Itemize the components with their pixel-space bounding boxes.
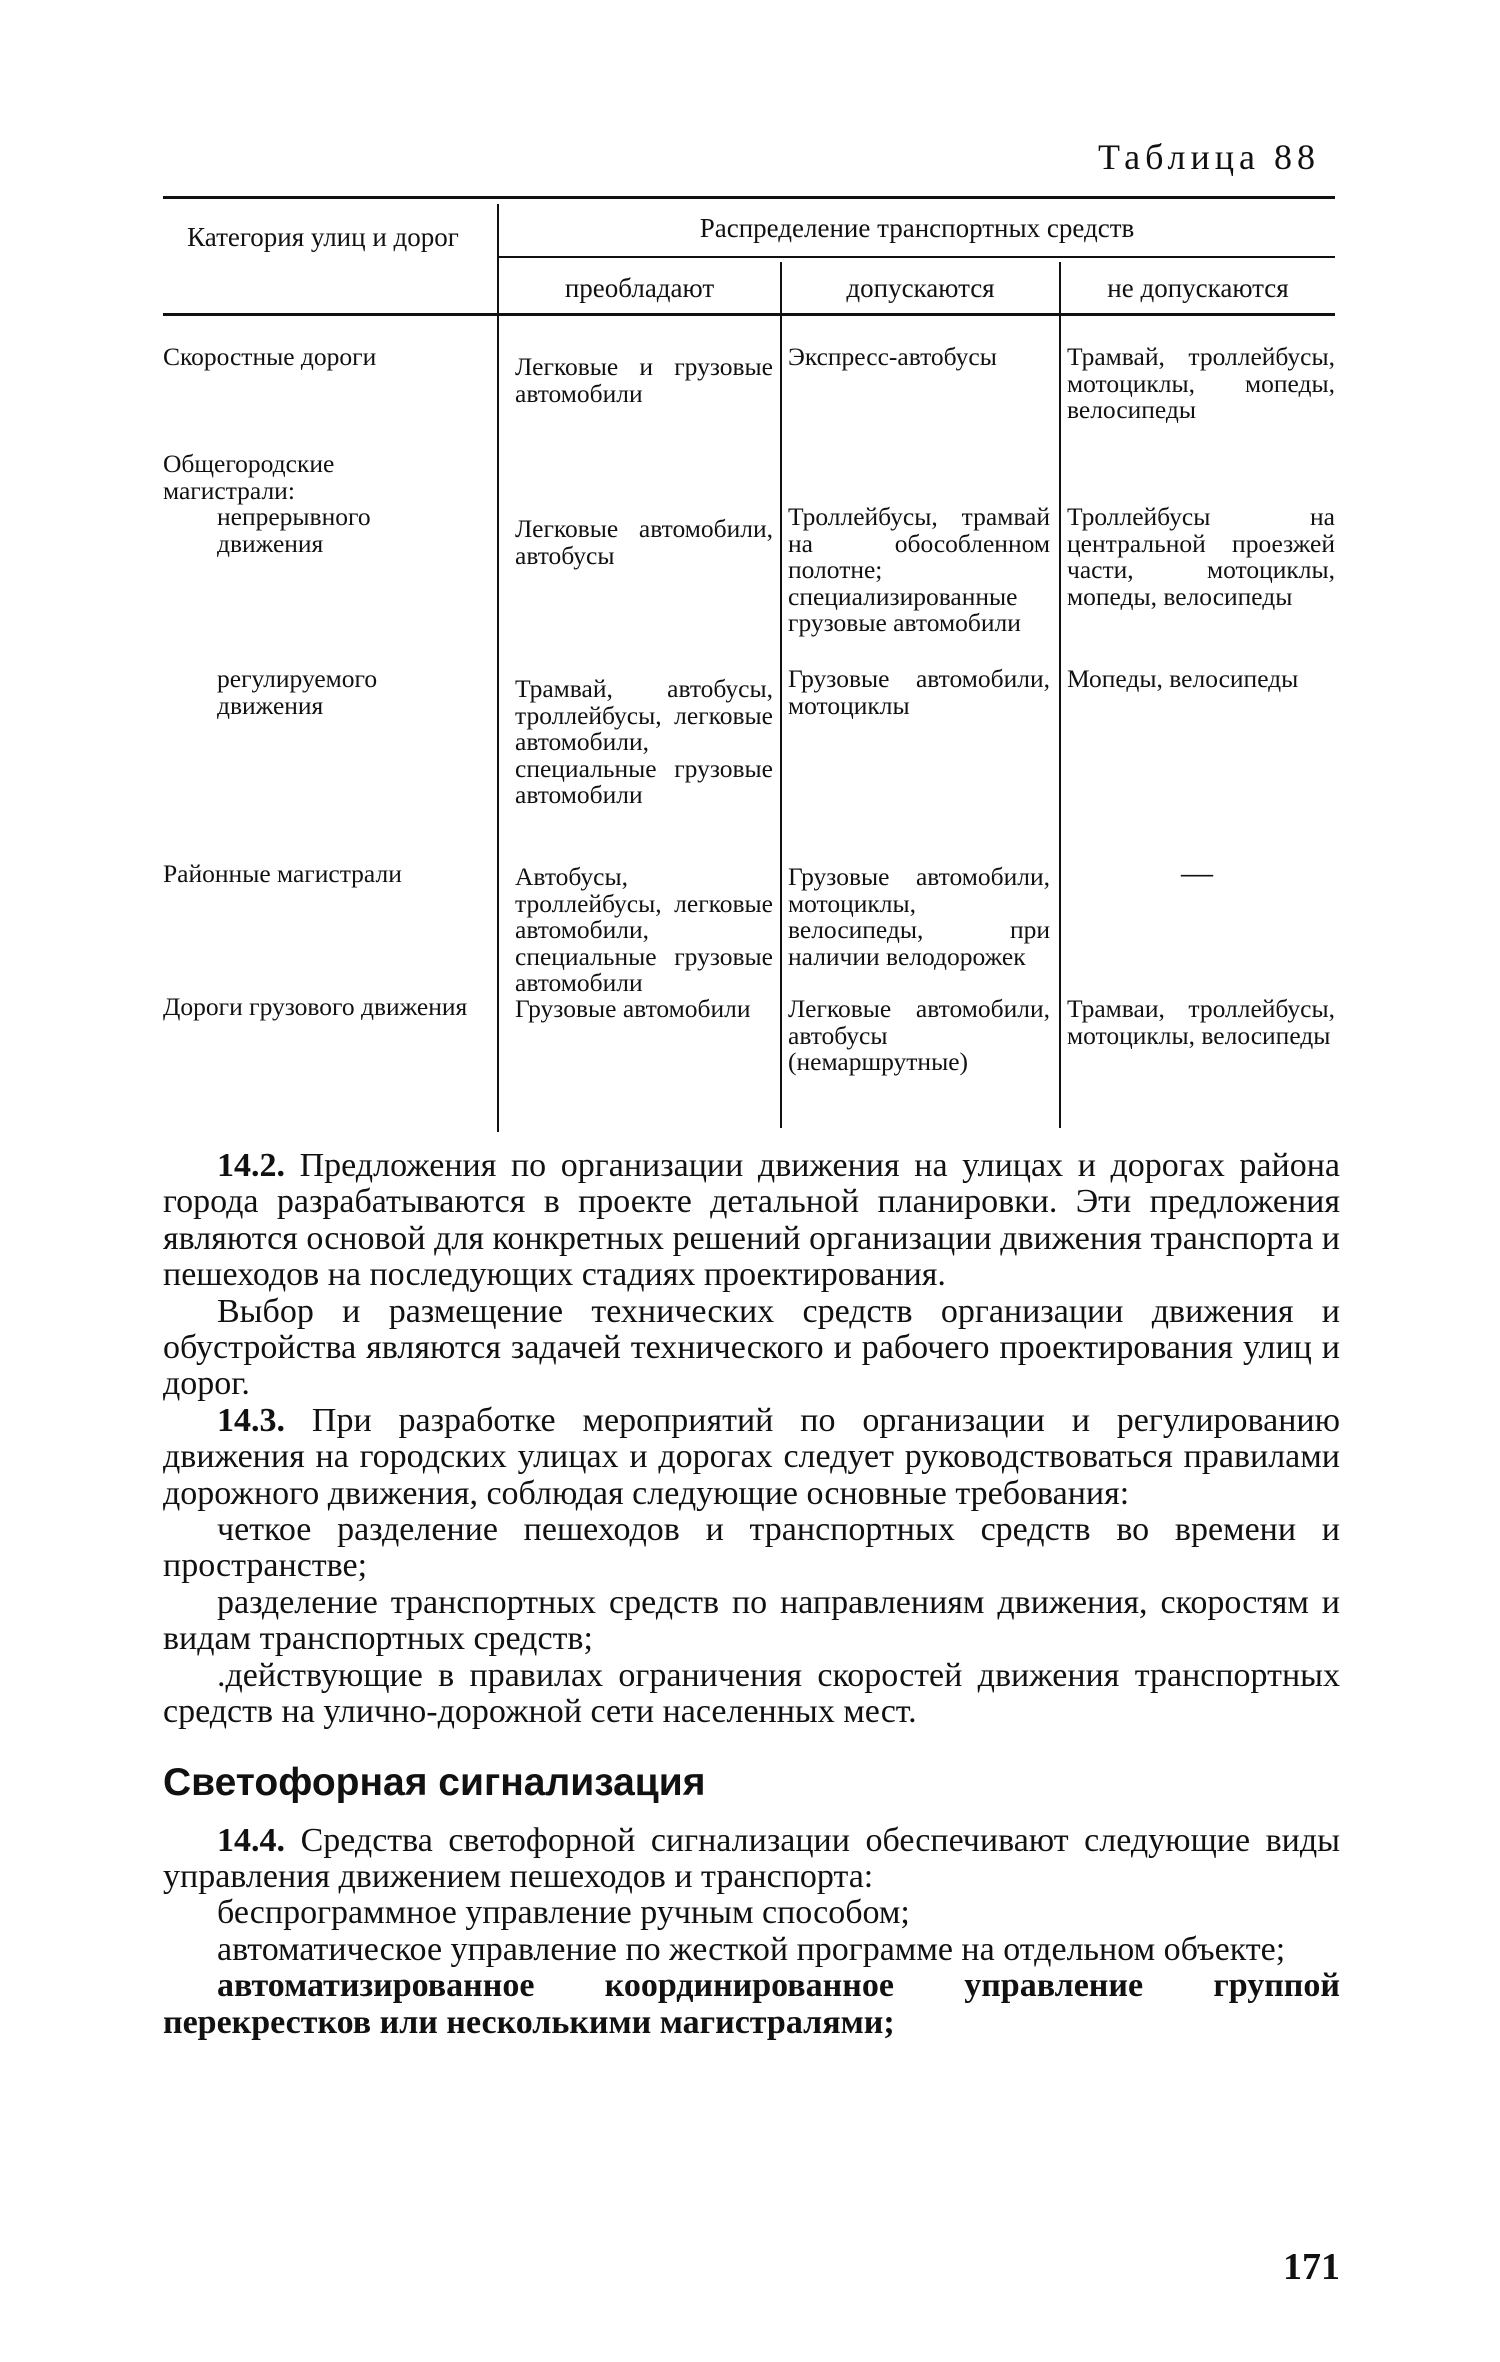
body-text: [163, 1148, 1340, 2041]
row-freight-not-allowed: Трамваи, троллейбусы, мотоциклы, велосипеды: [1067, 994, 1335, 1050]
table-caption: Таблица 88: [1098, 137, 1320, 177]
page-number: 171: [1283, 2246, 1340, 2288]
requirement-item: .действующие в правилах ограничения скоростей движения транспортных средств на улично-дорожной сети населенных мест.: [163, 1656, 1340, 1731]
header-category: Категория улиц и дорог: [187, 222, 459, 252]
row-express-not-allowed: Трамвай, троллейбусы, мотоциклы, мопеды, велосипеды: [1067, 342, 1335, 425]
header-not-allowed: не допускаются: [1107, 273, 1289, 303]
header-bottom-rule: [163, 313, 1335, 316]
row-continuous-not-allowed: Троллейбусы на центральной проезжей части, мотоциклы, мопеды, велосипеды: [1067, 502, 1335, 611]
paragraph-14-4: [163, 1823, 1340, 1896]
row-continuous-allowed: Троллейбусы, трамвай на обособленном полотне; специализированные грузовые автомобили: [788, 502, 1050, 638]
paragraph-14-2: [163, 1148, 1340, 1294]
row-express-prevail: Легковые и грузовые автомобили: [515, 352, 773, 408]
vehicle-distribution-table: [163, 196, 1340, 1132]
row-district-not-allowed: —: [1181, 854, 1213, 890]
row-express-category: Скоростные дороги: [163, 342, 377, 371]
row-regulated-category: регулируемого движения: [217, 664, 378, 720]
header-allowed: допускаются: [846, 273, 995, 303]
table-top-rule: [163, 196, 1335, 199]
paragraph-14-4-text: Средства светофорной сигнализации обеспечивают следующие виды управления движением пешеходов и транспорта:: [163, 1821, 1340, 1895]
row-regulated-prevail: Трамвай, автобусы, троллейбусы, легковые автомобили, специальные грузовые автомобили: [515, 674, 773, 810]
row-city-mains-category: Общегородские магистрали:: [163, 449, 335, 505]
clause-number: 14.2.: [217, 1147, 285, 1184]
requirement-item: разделение транспортных средств по направлениям движения, скоростям и видам транспортных средств;: [163, 1583, 1340, 1658]
paragraph-14-3-text: При разработке мероприятий по организации и регулированию движения на городских улицах и дорогах следует руководствоваться правилами дорожного движения, соблюдая следующие основные требования:: [163, 1401, 1341, 1512]
requirement-item: четкое разделение пешеходов и транспортных средств во времени и пространстве;: [163, 1511, 1340, 1585]
clause-number: 14.3.: [217, 1401, 285, 1439]
group-header-rule: [499, 256, 1335, 258]
header-prevail: преобладают: [564, 273, 715, 303]
row-regulated-allowed: Грузовые автомобили, мотоциклы: [788, 664, 1050, 720]
control-mode-item: автоматическое управление по жесткой программе на отдельном объекте;: [217, 1930, 1286, 1968]
control-mode-item: автоматизированное координированное управление группой перекрестков или несколькими магистралями;: [163, 1967, 1340, 2041]
paragraph-14-3: [163, 1403, 1340, 1512]
header-group-distribution: Распределение транспортных средств: [699, 213, 1135, 243]
row-continuous-prevail: Легковые автомобили, автобусы: [515, 514, 773, 570]
section-heading: Светофорная сигнализация: [163, 1760, 706, 1804]
control-mode-item: беспрограммное управление ручным способом;: [217, 1894, 910, 1932]
row-district-allowed: Грузовые автомобили, мотоциклы, велосипеды, при наличии велодорожек: [788, 862, 1050, 971]
paragraph-14-2-text: Предложения по организации движения на улицах и дорогах района города разрабатываются в проекте детальной планировки. Эти предложения являются основой для конкретных решений организации движения транспорта и пешеходов на последующих стадиях проектирования.: [163, 1147, 1341, 1294]
row-district-prevail: Автобусы, троллейбусы, легковые автомобили, специальные грузовые автомобили: [515, 862, 773, 998]
row-freight-category: Дороги грузового движения: [163, 992, 468, 1021]
row-continuous-category: непрерывного движения: [217, 502, 371, 558]
row-freight-allowed: Легковые автомобили, автобусы (немаршрутные): [788, 994, 1050, 1077]
col-divider-1: [497, 204, 499, 1132]
row-freight-prevail: Грузовые автомобили: [515, 994, 751, 1023]
row-district-category: Районные магистрали: [163, 859, 402, 888]
paragraph-14-2-continued: Выбор и размещение технических средств организации движения и обустройства являются задачей технического и рабочего проектирования улиц и дорог.: [163, 1292, 1340, 1403]
col-divider-3: [1059, 262, 1061, 1128]
row-express-allowed: Экспресс-автобусы: [788, 342, 997, 371]
clause-number: 14.4.: [217, 1821, 285, 1859]
row-regulated-not-allowed: Мопеды, велосипеды: [1067, 664, 1299, 693]
col-divider-2: [780, 262, 782, 1128]
